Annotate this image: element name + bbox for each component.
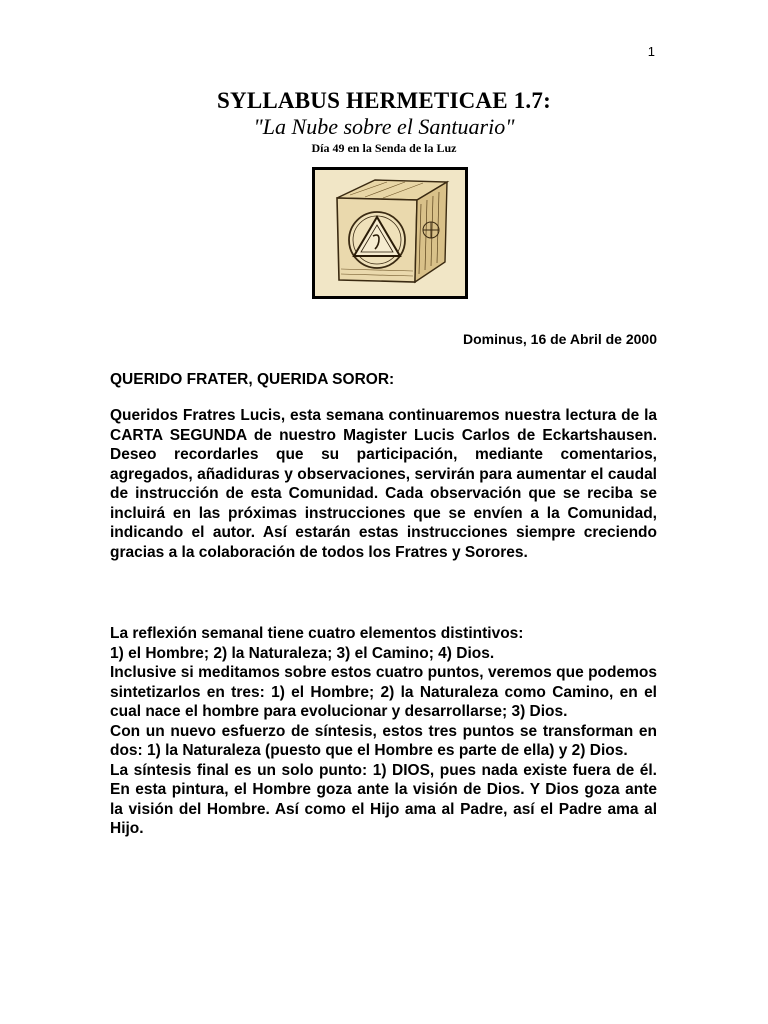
paragraph-line: La reflexión semanal tiene cuatro elementos distintivos: [110, 625, 524, 642]
paragraph-text: Queridos Fratres Lucis, esta semana continuaremos nuestra lectura de la CARTA SEGUNDA de nuestro Magister Lucis Carlos de Eckartshausen. Deseo recordarles que su participación, mediante comentarios, agregados, añadiduras y observaciones, servirán para aumentar el caudal de instrucción de esta Comunidad. Cada observación que se reciba se incluirá en las próximas instrucciones que se envíen a la Comunidad, indicando el autor. Así estarán estas instrucciones siempre creciendo gracias a la colaboración de todos los Fratres y Sorores. [110, 407, 657, 561]
paragraph-line: Inclusive si meditamos sobre estos cuatro puntos, veremos que podemos sintetizarlos en tres: 1) el Hombre; 2) la Naturaleza como Camino, en el cual nace el hombre para evolucionar y desarrollarse; 3) Dios. [110, 664, 657, 720]
body-paragraph-1 [110, 406, 657, 562]
paragraph-line: Con un nuevo esfuerzo de síntesis, estos tres puntos se transforman en dos: 1) la Naturaleza (puesto que el Hombre es parte de ella) y 2) Dios. [110, 722, 657, 759]
date-line: Dominus, 16 de Abril de 2000 [463, 331, 657, 347]
page-number: 1 [647, 44, 655, 59]
day-line: Día 49 en la Senda de la Luz [311, 141, 457, 155]
paragraph-line: La síntesis final es un solo punto: 1) DIOS, pues nada existe fuera de él. En esta pintura, el Hombre goza ante la visión de Dios. Y Dios goza ante la visión del Hombre. Así como el Hijo ama al Padre, así el Padre ama al Hijo. [110, 761, 657, 837]
engraved-cube-triangle-icon [315, 170, 465, 296]
body-paragraph-2 [110, 624, 657, 839]
document-title: SYLLABUS HERMETICAE 1.7: [217, 88, 551, 113]
engraving-illustration [312, 167, 468, 299]
document-subtitle: "La Nube sobre el Santuario" [253, 114, 515, 139]
paragraph-line: 1) el Hombre; 2) la Naturaleza; 3) el Camino; 4) Dios. [110, 644, 495, 662]
salutation: QUERIDO FRATER, QUERIDA SOROR: [110, 371, 395, 388]
